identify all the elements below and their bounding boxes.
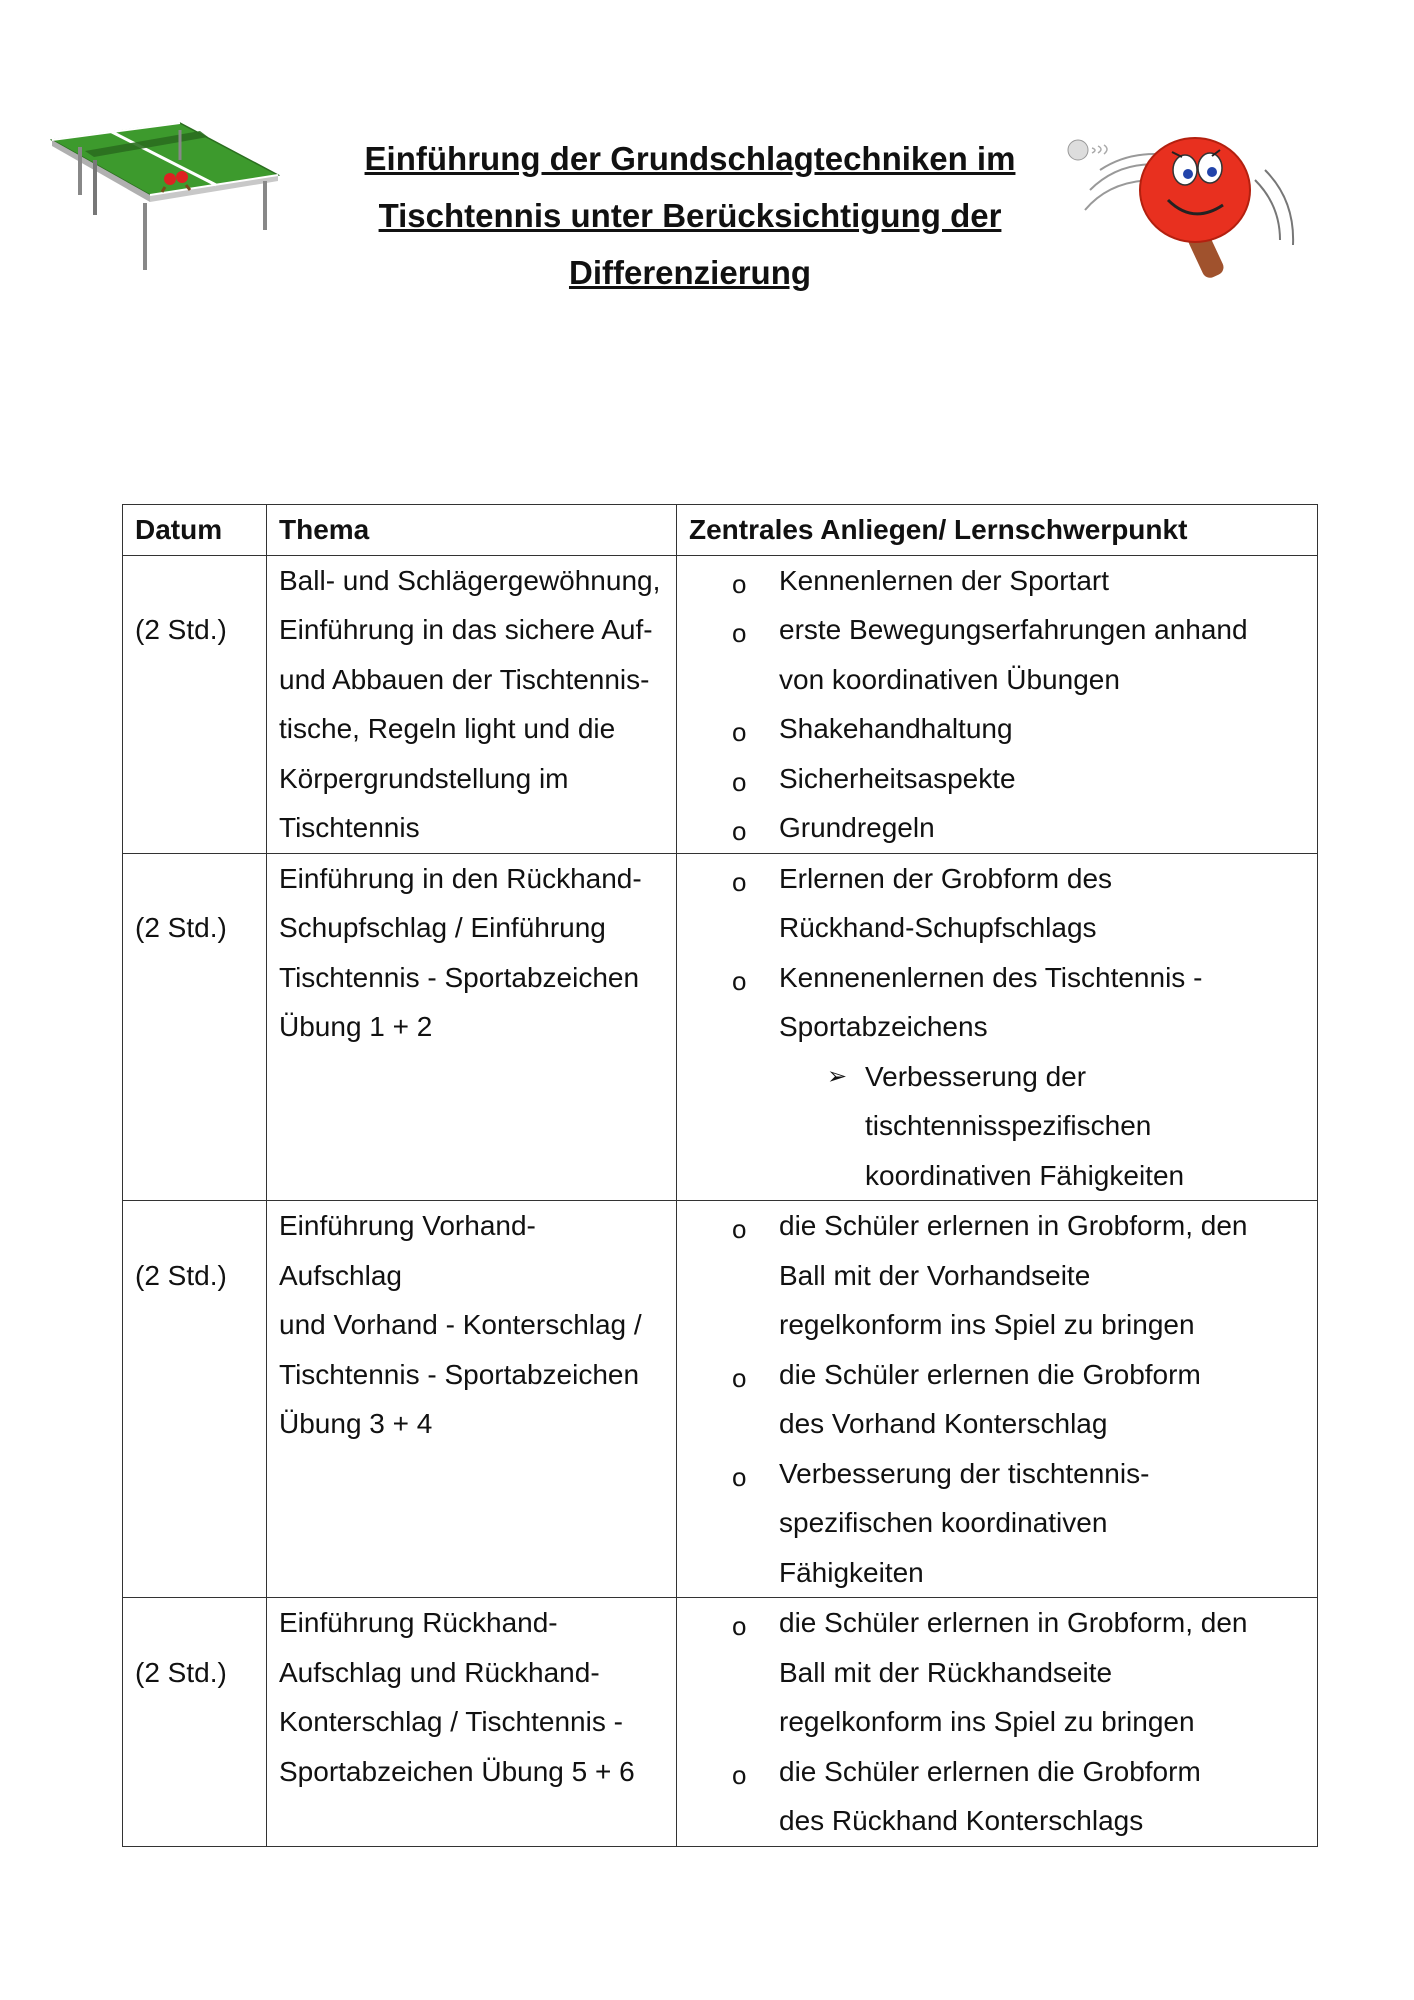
table-row	[123, 853, 1318, 1201]
thema-line: Einführung in den Rückhand-	[279, 862, 642, 894]
list-item	[689, 953, 1305, 1052]
thema-line: Ball- und Schlägergewöhnung,	[279, 564, 661, 596]
thema-line: Übung 3 + 4	[279, 1408, 433, 1439]
bullet-line: o Shakehandhaltung	[779, 713, 1013, 744]
bullet-line: o Kennenlernen der Sportart	[779, 564, 1109, 596]
thema-line: Aufschlag und Rückhand-	[279, 1656, 600, 1688]
anliegen-cell	[677, 1598, 1318, 1847]
header-anliegen: Zentrales Anliegen/ Lernschwerpunkt	[677, 505, 1318, 556]
thema-line: Tischtennis	[279, 812, 420, 843]
datum-cell	[123, 555, 267, 853]
bullet-line: o die Schüler erlernen die Grobform	[779, 1358, 1201, 1390]
page-title	[300, 130, 1080, 301]
datum-text: (2 Std.)	[135, 614, 227, 645]
thema-line: Tischtennis - Sportabzeichen	[279, 1358, 640, 1390]
list-item	[689, 1747, 1305, 1846]
thema-line: Sportabzeichen Übung 5 + 6	[279, 1755, 635, 1787]
bullet-line: regelkonform ins Spiel zu bringen	[779, 1706, 1195, 1737]
anliegen-cell	[677, 555, 1318, 853]
table-row	[123, 1201, 1318, 1598]
bullet-line: o die Schüler erlernen in Grobform, den	[779, 1210, 1248, 1241]
thema-line: Körpergrundstellung im	[279, 762, 569, 794]
list-item	[689, 704, 1305, 754]
thema-cell	[267, 1201, 677, 1598]
thema-cell	[267, 853, 677, 1201]
bullet-line: des Vorhand Konterschlag	[779, 1408, 1108, 1439]
bullet-line: o Sicherheitsaspekte	[779, 762, 1016, 794]
anliegen-cell	[677, 853, 1318, 1201]
bullet-line: Sportabzeichens	[779, 1011, 988, 1042]
bullet-line: o Erlernen der Grobform des	[779, 862, 1113, 894]
bullet-line: Ball mit der Vorhandseite	[779, 1259, 1091, 1291]
bullet-line: regelkonform ins Spiel zu bringen	[779, 1309, 1195, 1340]
thema-line: und Abbauen der Tischtennis-	[279, 663, 650, 695]
bullet-line: o Kennenenlernen des Tischtennis -	[779, 961, 1203, 993]
header-thema: Thema	[267, 505, 677, 556]
bullet-line: o die Schüler erlernen in Grobform, den	[779, 1607, 1248, 1638]
ping-pong-table-icon	[50, 115, 280, 275]
bullet-line: o die Schüler erlernen die Grobform	[779, 1755, 1201, 1787]
thema-line: Einführung Vorhand- Aufschlag	[279, 1210, 536, 1291]
datum-text: (2 Std.)	[135, 1259, 227, 1291]
datum-cell	[123, 853, 267, 1201]
bullet-line: spezifischen koordinativen	[779, 1507, 1108, 1538]
thema-line: Übung 1 + 2	[279, 1011, 433, 1042]
thema-line: Schupfschlag / Einführung	[279, 912, 606, 943]
thema-cell	[267, 555, 677, 853]
sub-list-item	[689, 1052, 1305, 1201]
thema-line: tische, Regeln light und die	[279, 713, 616, 744]
list-item	[689, 1201, 1305, 1350]
list-item	[689, 1449, 1305, 1598]
bullet-line: von koordinativen Übungen	[779, 663, 1120, 695]
list-item	[689, 754, 1305, 804]
thema-line: Konterschlag / Tischtennis -	[279, 1706, 623, 1737]
datum-cell	[123, 1598, 267, 1847]
table-row	[123, 1598, 1318, 1847]
lesson-plan-table	[122, 504, 1318, 1847]
list-item	[689, 1598, 1305, 1747]
thema-line: Einführung in das sichere Auf-	[279, 614, 653, 645]
table-header-row	[123, 505, 1318, 556]
paddle-mascot-icon	[1060, 130, 1320, 280]
thema-line: Einführung Rückhand-	[279, 1607, 558, 1638]
datum-cell	[123, 1201, 267, 1598]
thema-line: und Vorhand - Konterschlag /	[279, 1309, 642, 1340]
list-item	[689, 803, 1305, 853]
datum-text: (2 Std.)	[135, 1656, 227, 1688]
list-item	[689, 854, 1305, 953]
bullet-line: des Rückhand Konterschlags	[779, 1805, 1144, 1836]
thema-cell	[267, 1598, 677, 1847]
bullet-line: Fähigkeiten	[779, 1556, 924, 1588]
datum-text: (2 Std.)	[135, 912, 227, 943]
title-line-2: Tischtennis unter Berücksichtigung der	[378, 197, 1002, 234]
header-datum: Datum	[123, 505, 267, 556]
list-item	[689, 556, 1305, 606]
anliegen-cell	[677, 1201, 1318, 1598]
bullet-line: o Verbesserung der tischtennis-	[779, 1457, 1150, 1489]
title-line-1: Einführung der Grundschlagtechniken im	[364, 140, 1016, 177]
bullet-line: koordinativen Fähigkeiten	[865, 1159, 1185, 1191]
bullet-line: Rückhand-Schupfschlags	[779, 912, 1097, 943]
thema-line: Tischtennis - Sportabzeichen	[279, 961, 640, 993]
list-item	[689, 605, 1305, 704]
table-row	[123, 555, 1318, 853]
bullet-line: Ball mit der Rückhandseite	[779, 1656, 1113, 1688]
bullet-line: ➢ Verbesserung der	[865, 1060, 1087, 1092]
bullet-line: o Grundregeln	[779, 812, 935, 843]
bullet-line: o erste Bewegungserfahrungen anhand	[779, 614, 1248, 645]
bullet-line: tischtennisspezifischen	[865, 1110, 1152, 1141]
title-line-3: Differenzierung	[568, 254, 812, 291]
list-item	[689, 1350, 1305, 1449]
